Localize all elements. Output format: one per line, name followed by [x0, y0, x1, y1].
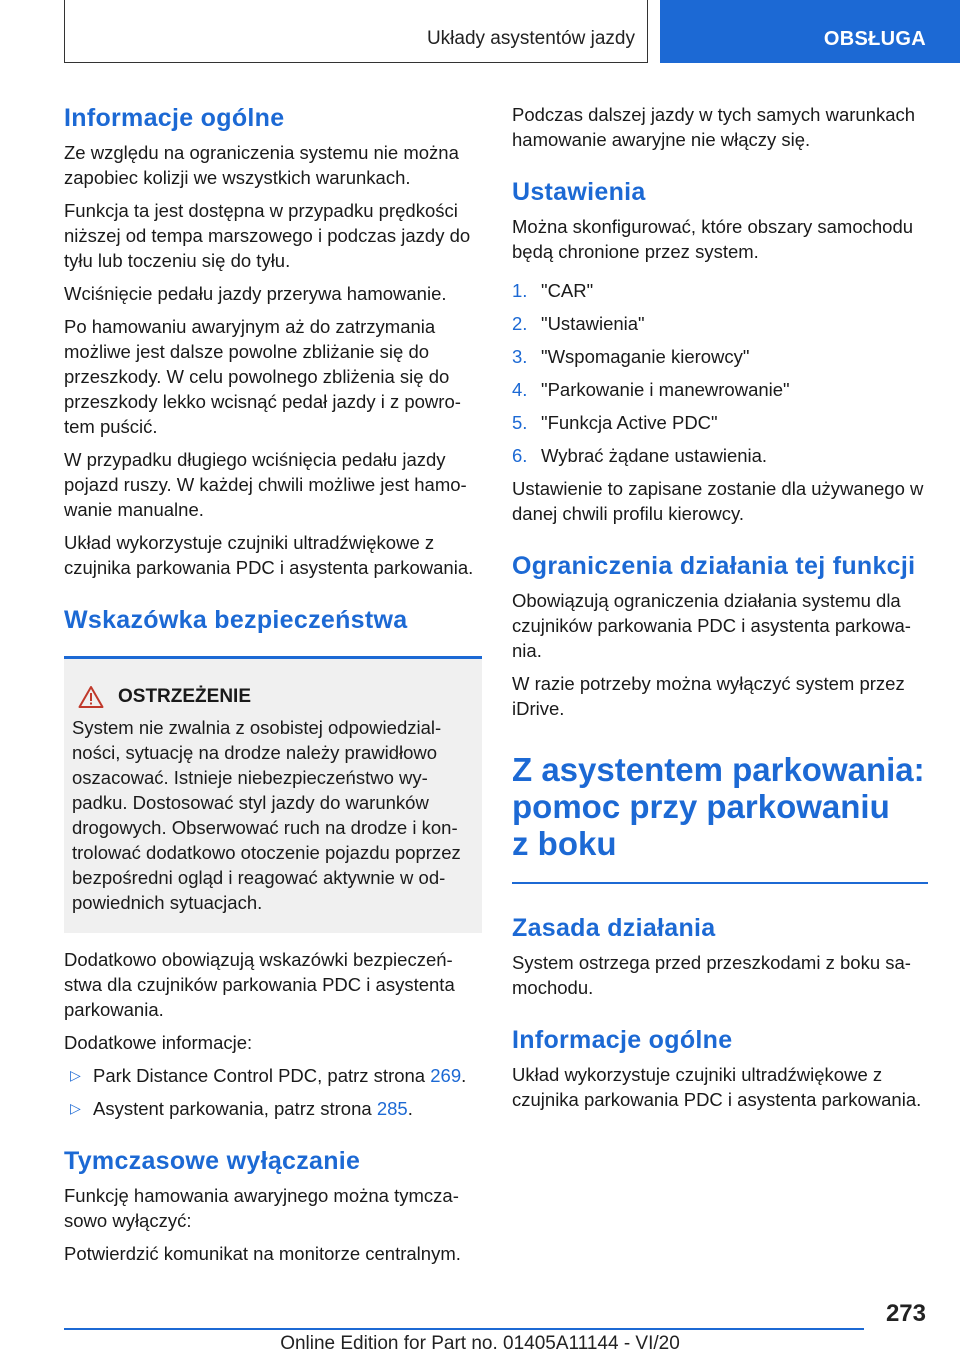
header-frame	[64, 0, 648, 63]
list-item: 4. "Parkowanie i manewrowanie"	[512, 379, 790, 400]
footer-edition: Online Edition for Part no. 01405A11144 - VI/20	[280, 1333, 680, 1354]
list-item: 3. "Wspomaganie kierowcy"	[512, 346, 750, 367]
list-item: 2. "Ustawienia"	[512, 313, 645, 334]
heading-safety: Wskazówka bezpieczeństwa	[64, 606, 408, 634]
heading-temporary-disable: Tymczasowe wyłączanie	[64, 1147, 361, 1175]
chapter-tab[interactable]	[660, 0, 960, 63]
list-item: ▷ Park Distance Control PDC, patrz strona 269.	[64, 1063, 482, 1088]
paragraph: Po hamowaniu awaryjnym aż do zatrzymania możliwe jest dalsze powolne zbliżanie się do przeszkody. W celu powolnego zbliżenia się do przeszkody lekko wcisnąć pedał jazdy i z powrotem puścić.	[64, 316, 461, 437]
paragraph: Ze względu na ograniczenia systemu nie można zapobiec kolizji we wszystkich warunkach.	[64, 142, 459, 188]
section-title: Układy asystentów jazdy	[426, 28, 635, 49]
paragraph: W razie potrzeby można wyłączyć system przez iDrive.	[512, 673, 905, 719]
left-column	[64, 100, 482, 1274]
heading-settings: Ustawienia	[512, 178, 646, 206]
heading-general-info-2: Informacje ogólne	[512, 1025, 733, 1054]
paragraph: Ustawienie to zapisane zostanie dla używanego w danej chwili profilu kierowcy.	[512, 478, 924, 524]
page-link-269[interactable]: 269	[430, 1065, 462, 1086]
warning-title: OSTRZEŻENIE	[118, 686, 252, 707]
paragraph: Wciśnięcie pedału jazdy przerywa hamowanie.	[64, 283, 447, 304]
triangle-bullet-icon: ▷	[70, 1067, 81, 1083]
paragraph: Potwierdzić komunikat na monitorze centralnym.	[64, 1243, 461, 1264]
footer-divider	[64, 1328, 864, 1330]
chapter-divider	[512, 882, 928, 884]
list-item: 5. "Funkcja Active PDC"	[512, 412, 718, 433]
warning-text: System nie zwalnia z osobistej odpowiedzialności, sytuację na drodze należy prawidłowo oszacować. Istnieje niebezpieczeństwo wypadku. Dostosować styl jazdy do warunków drogowych. Obserwować ruch na drodze i kontrolować dodatkowo otoczenie pojazdu poprzez bezpośredni ogląd i reagować aktywnie w odpowiednich sytuacjach.	[72, 717, 461, 913]
paragraph: Obowiązują ograniczenia działania systemu dla czujników parkowania PDC i asystenta parkowania.	[512, 590, 911, 661]
paragraph: Dodatkowe informacje:	[64, 1032, 253, 1053]
paragraph: Funkcję hamowania awaryjnego można tymczasowo wyłączyć:	[64, 1185, 459, 1231]
heading-principle: Zasada działania	[512, 913, 716, 942]
paragraph: Można skonfigurować, które obszary samochodu będą chronione przez system.	[512, 216, 914, 262]
page-number: 273	[885, 1300, 926, 1327]
page-link-285[interactable]: 285	[376, 1098, 408, 1119]
paragraph: Dodatkowo obowiązują wskazówki bezpieczeństwa dla czujników parkowania PDC i asystenta parkowania.	[64, 949, 455, 1020]
paragraph: W przypadku długiego wciśnięcia pedału jazdy pojazd ruszy. W każdej chwili możliwe jest hamowanie manualne.	[64, 449, 467, 520]
triangle-bullet-icon: ▷	[70, 1100, 81, 1116]
paragraph: Podczas dalszej jazdy w tych samych warunkach hamowanie awaryjne nie włączy się.	[512, 104, 916, 150]
paragraph: Układ wykorzystuje czujniki ultradźwiękowe z czujnika parkowania PDC i asystenta parkowania.	[64, 532, 474, 578]
heading-limitations: Ograniczenia działania tej funkcji	[512, 552, 916, 580]
chapter-tab-label: OBSŁUGA	[823, 28, 926, 50]
warning-box	[64, 659, 482, 933]
paragraph: Funkcja ta jest dostępna w przypadku prędkości niższej od tempa marszowego i podczas jazdy do tyłu lub toczeniu się do tyłu.	[64, 200, 471, 271]
list-item: 6. Wybrać żądane ustawienia.	[512, 445, 768, 466]
warning-header	[72, 685, 474, 709]
paragraph: System ostrzega przed przeszkodami z boku samochodu.	[512, 951, 911, 998]
heading-general-info: Informacje ogólne	[64, 104, 285, 132]
warning-triangle-icon	[78, 685, 104, 709]
list-item: ▷ Asystent parkowania, patrz strona 285.	[64, 1096, 482, 1121]
chapter-heading: Z asystentem parkowania: pomoc przy parkowaniu z boku	[512, 751, 925, 862]
paragraph: Układ wykorzystuje czujniki ultradźwiękowe z czujnika parkowania PDC i asystenta parkowania.	[512, 1063, 922, 1110]
right-column	[512, 102, 928, 1120]
list-item: 1. "CAR"	[512, 280, 594, 301]
